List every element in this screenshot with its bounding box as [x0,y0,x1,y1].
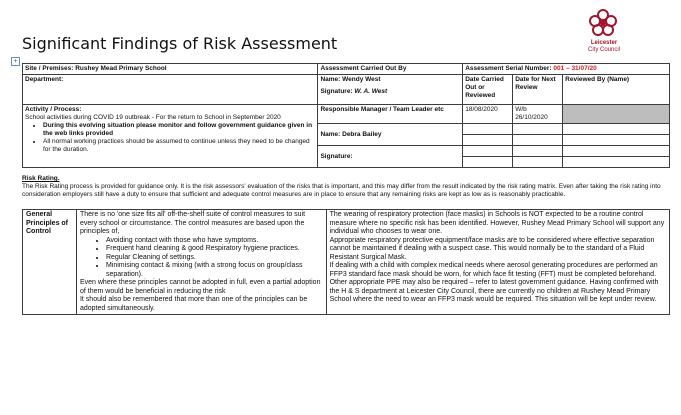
principles-left-cell [76,210,326,315]
logo-text-2: City Council [587,47,620,53]
manager-label: Responsible Manager / Team Leader etc [318,105,463,124]
city-council-crest-icon [586,6,620,40]
manager-name: Name: Debra Bailey [318,124,463,146]
manager-signature: Signature: [318,146,463,168]
right-paragraph: If dealing with a child with complex medical needs where aerosol generating procedures are performed an FFP3 standard face mask should be worn, for which face fit testing (FFT) must be completed beforehand. Other appropriate PPE may also be required – refer to latest government guidance. Having confirmed with the H & S department at Leicester City Council, there are currently no children at Rushey Mead Primary School where the need to wear an FFP3 mask would be required. This situation will be kept under review. [329,262,659,303]
principles-label: General Principles of Control [23,210,77,315]
right-paragraph: Appropriate respiratory protective equipment/face masks are to be considered where effective separation cannot be maintained if dealing with a suspect case. This would normally be to the standard of a Fluid Resistant Surgical Mask. [329,236,655,261]
serial-value: 001 – 31/07/20 [553,65,597,72]
date-next-header: Date for Next Review [513,75,563,105]
risk-rating-text: The Risk Rating process is provided for guidance only. It is the risk assessors' evaluation of the risks that is important, and this may differ from the result indicated by the risk rating matrix. Even after taking the risk rating into consideration employers still have a duty to ensure that sufficient and adequate control measures are in place to ensure that any remaining risks are kept as low as is reasonably practicable. [22,183,661,198]
left-outro-1: Even where these principles cannot be adopted in full, even a partial adoption of them would be beneficial in reducing the risk [79,279,321,295]
principle-item: • Regular Cleaning of settings. [106,254,323,263]
principles-list [80,237,323,280]
reviewed-by-value [563,105,670,124]
activity-bullet: • During this evolving situation please monitor and follow government guidance given in the web links provided [43,122,315,138]
activity-label: Activity / Process: [25,106,82,113]
principles-right-cell [326,210,669,315]
risk-rating-heading: Risk Rating. [22,175,60,182]
serial-label: Assessment Serial Number: [465,65,552,72]
page-title: Significant Findings of Risk Assessment [22,34,338,53]
assessor-name: Name: Wendy West [320,76,381,83]
activity-cell [23,105,318,168]
date-next-value: W/b 26/10/2020 [513,105,563,124]
risk-rating-section [22,175,670,199]
right-paragraph: The wearing of respiratory protection (face masks) in Schools is NOT expected to be a routine control measure where no specific risk has been identified. However, Rushey Mead Primary School will support any individual who chooses to wear one. [329,211,665,235]
left-intro: There is no 'one size fits all' off-the-shelf suite of control measures to suit every school or circumstance. The control measures are based upon the principles of, [79,211,306,235]
principle-item: • Minimising contact & mixing (with a strong focus on group/class separation). [106,262,323,279]
activity-text: School activities during COVID 19 outbreak - For the return to School in September 2020 [25,114,281,121]
date-carried-header: Date Carried Out or Reviewed [463,75,513,105]
serial-cell [463,64,670,75]
control-principles-table [22,209,670,315]
assessor-signature: Signature: W. A. West [320,88,388,95]
department-cell: Department: [23,75,318,105]
table-anchor-plus-icon[interactable]: + [11,57,20,66]
principle-item: • Avoiding contact with those who have symptoms. [106,237,323,246]
site-cell: Site / Premises: Rushey Mead Primary School [23,64,318,75]
activity-bullets [25,122,315,154]
date-carried-value: 18/08/2020 [463,105,513,124]
assessment-header-table [22,63,670,168]
carried-out-details [318,75,463,105]
left-outro-2: It should also be remembered that more than one of the principles can be adopted simultaneously. [79,296,308,312]
logo-text-1: Leicester [590,40,618,46]
principle-item: • Frequent hand cleaning & good Respiratory hygiene practices. [106,245,323,254]
council-logo [586,6,620,56]
carried-out-label: Assessment Carried Out By [318,64,463,75]
reviewed-by-header: Reviewed By (Name) [563,75,670,105]
activity-bullet: • All normal working practices should be assumed to continue unless they need to be changed for the duration. [43,138,315,154]
